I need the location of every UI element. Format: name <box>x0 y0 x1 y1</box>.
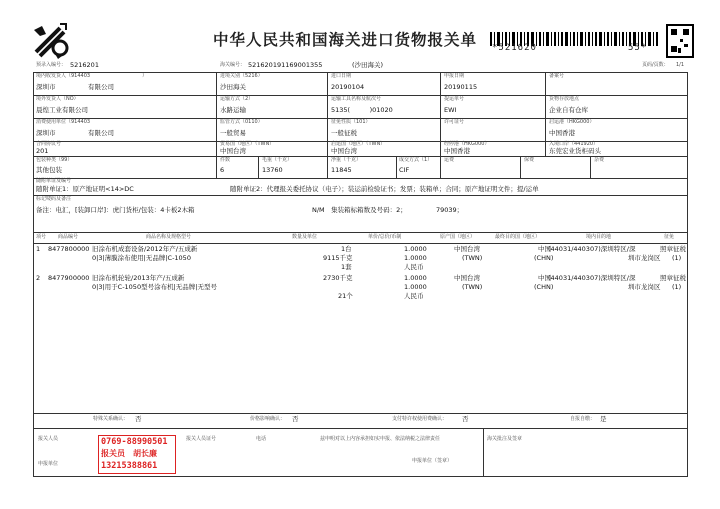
remarks-container: 79039； <box>436 206 464 214</box>
item-origin-code: (TWN) <box>462 283 483 291</box>
self-label: 自报自缴： <box>570 416 596 422</box>
supervise-label: 监管方式（0110） <box>220 119 263 125</box>
col-exempt: 征免 <box>664 234 675 240</box>
bl-label: 提运单号 <box>444 96 465 102</box>
remarks-marks: N/M 集装箱标箱数及号码：2； <box>312 206 407 214</box>
remarks-text: 备注：电汇，[装卸口岸]：虎门货柜/包装：4卡板2木箱 <box>36 206 195 214</box>
item-price1: 1.0000 <box>404 245 427 253</box>
dep-port-label: 启运港（HKG000） <box>549 119 595 125</box>
pieces-label: 件数 <box>220 157 231 163</box>
consignee-paren: ） <box>142 73 148 79</box>
consignee-label: 境内收发货人（914403 <box>36 73 91 79</box>
special-value: 否 <box>135 415 142 423</box>
net-value: 11845 <box>331 166 352 174</box>
entry-port-value: 沙田海关 <box>220 83 246 91</box>
contract-label: 合同协议号 <box>36 141 62 147</box>
transit-label: 经停港（HKG000） <box>444 141 490 147</box>
col-qty: 数量及单位 <box>292 234 318 240</box>
stamp-line2: 报关员 胡长廉 <box>101 449 157 458</box>
item-place: (44031/440307)深圳特区/深 <box>548 274 636 282</box>
customs-no: 521620191169001355 <box>248 61 323 69</box>
overseas-value: 晨煌工业有限公司 <box>36 106 88 114</box>
entry-port-label: 进境关别（5216） <box>220 73 263 79</box>
contract-value: 201 <box>36 147 49 155</box>
declare-unit-label: 申报单位 <box>38 461 59 467</box>
misc-label: 杂费 <box>594 157 605 163</box>
col-code: 商品编号 <box>58 234 79 240</box>
bl-value: EWI <box>444 106 457 114</box>
item-dest: 中国 <box>538 245 551 253</box>
royalty-label: 支付特许权使用费确认： <box>392 416 448 422</box>
item-code: 8477900000 <box>48 274 90 282</box>
stamp-line3: 13215388861 <box>101 461 158 471</box>
item-qty1: 1台 <box>341 245 352 253</box>
customs-name: (沙田海关) <box>352 61 384 69</box>
pieces-value: 6 <box>220 166 225 174</box>
col-desc: 商品名称及规格型号 <box>146 234 192 240</box>
item-desc1: 旧涂布机成套设备/2012年产/五成新 <box>92 245 198 253</box>
page-label: 页码/页数： <box>642 62 669 68</box>
freight-label: 运费 <box>444 157 455 163</box>
item-qty2: 9115千克 <box>323 254 353 262</box>
item-desc2: 0|3|用于C-1050型号涂布机|无品牌|无型号 <box>92 283 217 291</box>
docs-doc1: 随附单证1：原产地证明<14>DC <box>36 185 134 193</box>
price-label: 价格影响确认： <box>250 416 286 422</box>
item-price1: 1.0000 <box>404 274 427 282</box>
item-dest: 中国 <box>538 274 551 282</box>
item-no: 1 <box>36 245 41 253</box>
net-label: 净重（千克） <box>331 157 362 163</box>
entry-place-label: 入境口岸（441920） <box>549 141 599 147</box>
dep-port-value: 中国香港 <box>549 129 575 137</box>
docs-label: 随附单证及编号 <box>36 178 72 184</box>
levy-value: 一般征税 <box>331 129 357 137</box>
customs-remark-label: 海关批注及签章 <box>487 436 523 442</box>
col-no: 项号 <box>36 234 47 240</box>
item-exempt: 照章征税 <box>660 245 686 253</box>
special-label: 特殊关系确认： <box>93 416 129 422</box>
record-no-label: 备案号 <box>549 73 565 79</box>
declare-date-value: 20190115 <box>444 83 478 91</box>
page-number: 1/1 <box>676 62 685 68</box>
origin-country-value: 中国台湾 <box>331 147 357 155</box>
item-origin: 中国台湾 <box>454 245 480 253</box>
item-exempt: 照章征税 <box>660 274 686 282</box>
col-price: 单价/总价/币制 <box>368 234 402 240</box>
origin-country-label: 启运国（地区）（TWN） <box>331 141 386 147</box>
royalty-value: 否 <box>462 415 469 423</box>
barcode-suffix: 55* <box>628 43 648 53</box>
item-no: 2 <box>36 274 41 282</box>
transit-value: 中国香港 <box>444 147 470 155</box>
transport-label: 运输方式（2） <box>220 96 254 102</box>
storage-value: 企业自有仓库 <box>549 106 588 114</box>
declare-seal-label: 申报单位（签章） <box>412 458 453 464</box>
phone-label: 电话 <box>256 436 267 442</box>
user-value: 深圳市 有限公司 <box>36 129 114 137</box>
item-origin: 中国台湾 <box>454 274 480 282</box>
item-place2: 圳市龙岗区 <box>628 254 661 262</box>
item-place: (44031/440307)深圳特区/深 <box>548 245 636 253</box>
page-title: 中华人民共和国海关进口货物报关单 <box>212 30 477 49</box>
item-qty1: 2730千克 <box>323 274 353 282</box>
col-origin: 原产国（地区） <box>440 234 476 240</box>
insurance-label: 保费 <box>524 157 535 163</box>
import-date-label: 进口日期 <box>331 73 352 79</box>
gross-value: 13760 <box>262 166 283 174</box>
item-dest-code: (CHN) <box>534 254 554 262</box>
item-currency: 人民币 <box>404 263 424 271</box>
qr-code <box>666 24 694 58</box>
item-price2: 1.0000 <box>404 254 427 262</box>
item-code: 8477800000 <box>48 245 90 253</box>
terms-value: CIF <box>399 166 410 174</box>
vessel-value: 5135( )01020 <box>331 106 393 114</box>
import-date-value: 20190104 <box>331 83 365 91</box>
customs-no-label: 海关编号： <box>220 62 246 68</box>
item-exempt-code: (1) <box>672 254 682 262</box>
consignee-value: 深圳市 有限公司 <box>36 83 114 91</box>
entry-place-value: 东莞宏业货柜码头 <box>549 147 601 155</box>
trade-country-label: 贸易国（地区）（TWN） <box>220 141 275 147</box>
declarant-label: 报关人员 <box>38 436 59 442</box>
remarks-label: 标记唛码及备注 <box>36 196 72 202</box>
declarant-stamp <box>98 435 176 474</box>
price-value: 否 <box>292 415 299 423</box>
item-place2: 圳市龙岗区 <box>628 283 661 291</box>
pack-value: 其他包装 <box>36 166 62 174</box>
gross-label: 毛重（千克） <box>262 157 293 163</box>
pre-entry-label: 预录入编号： <box>36 62 67 68</box>
item-currency: 人民币 <box>404 292 424 300</box>
docs-doc2: 随附单证2：代理报关委托协议（电子）；装运前检验证书；发票；装箱单；合同；原产地证明文件；提/运单 <box>230 185 539 193</box>
vessel-label: 运输工具名称及航次号 <box>331 96 382 102</box>
supervise-value: 一般贸易 <box>220 129 246 137</box>
overseas-label: 境外发货人（NO） <box>36 96 79 102</box>
item-price2: 1.0000 <box>404 283 427 291</box>
pack-label: 包装种类（99） <box>36 157 73 163</box>
transport-value: 水路运输 <box>220 106 246 114</box>
user-label: 消费使用单位（914403 <box>36 119 91 125</box>
item-desc1: 旧涂布机轮轮/2013年产/五成新 <box>92 274 185 282</box>
declare-date-label: 申报日期 <box>444 73 465 79</box>
col-place: 境内目的地 <box>586 234 612 240</box>
trade-country-value: 中国台湾 <box>220 147 246 155</box>
declarant-cert-label: 报关人员证号 <box>186 436 217 442</box>
barcode-text: *521620 <box>492 43 537 53</box>
item-exempt-code: (1) <box>672 283 682 291</box>
item-desc2: 0|3|薄膜涂布使用|无品牌|C-1050 <box>92 254 191 262</box>
customs-emblem-icon <box>30 22 70 60</box>
terms-label: 成交方式（1） <box>399 157 433 163</box>
levy-label: 征免性质（101） <box>331 119 371 125</box>
item-dest-code: (CHN) <box>534 283 554 291</box>
item-qty2: 21个 <box>338 292 353 300</box>
storage-label: 货物存放地点 <box>549 96 580 102</box>
license-label: 许可证号 <box>444 119 465 125</box>
item-origin-code: (TWN) <box>462 254 483 262</box>
self-value: 是 <box>600 415 607 423</box>
stamp-line1: 0769-88990501 <box>101 437 168 447</box>
statement: 兹申明对以上内容承担如实申报、依法纳税之法律责任 <box>320 436 441 442</box>
item-qty3: 1套 <box>341 263 352 271</box>
pre-entry-no: 5216201 <box>70 61 99 69</box>
col-dest: 最终目的国（地区） <box>495 234 541 240</box>
